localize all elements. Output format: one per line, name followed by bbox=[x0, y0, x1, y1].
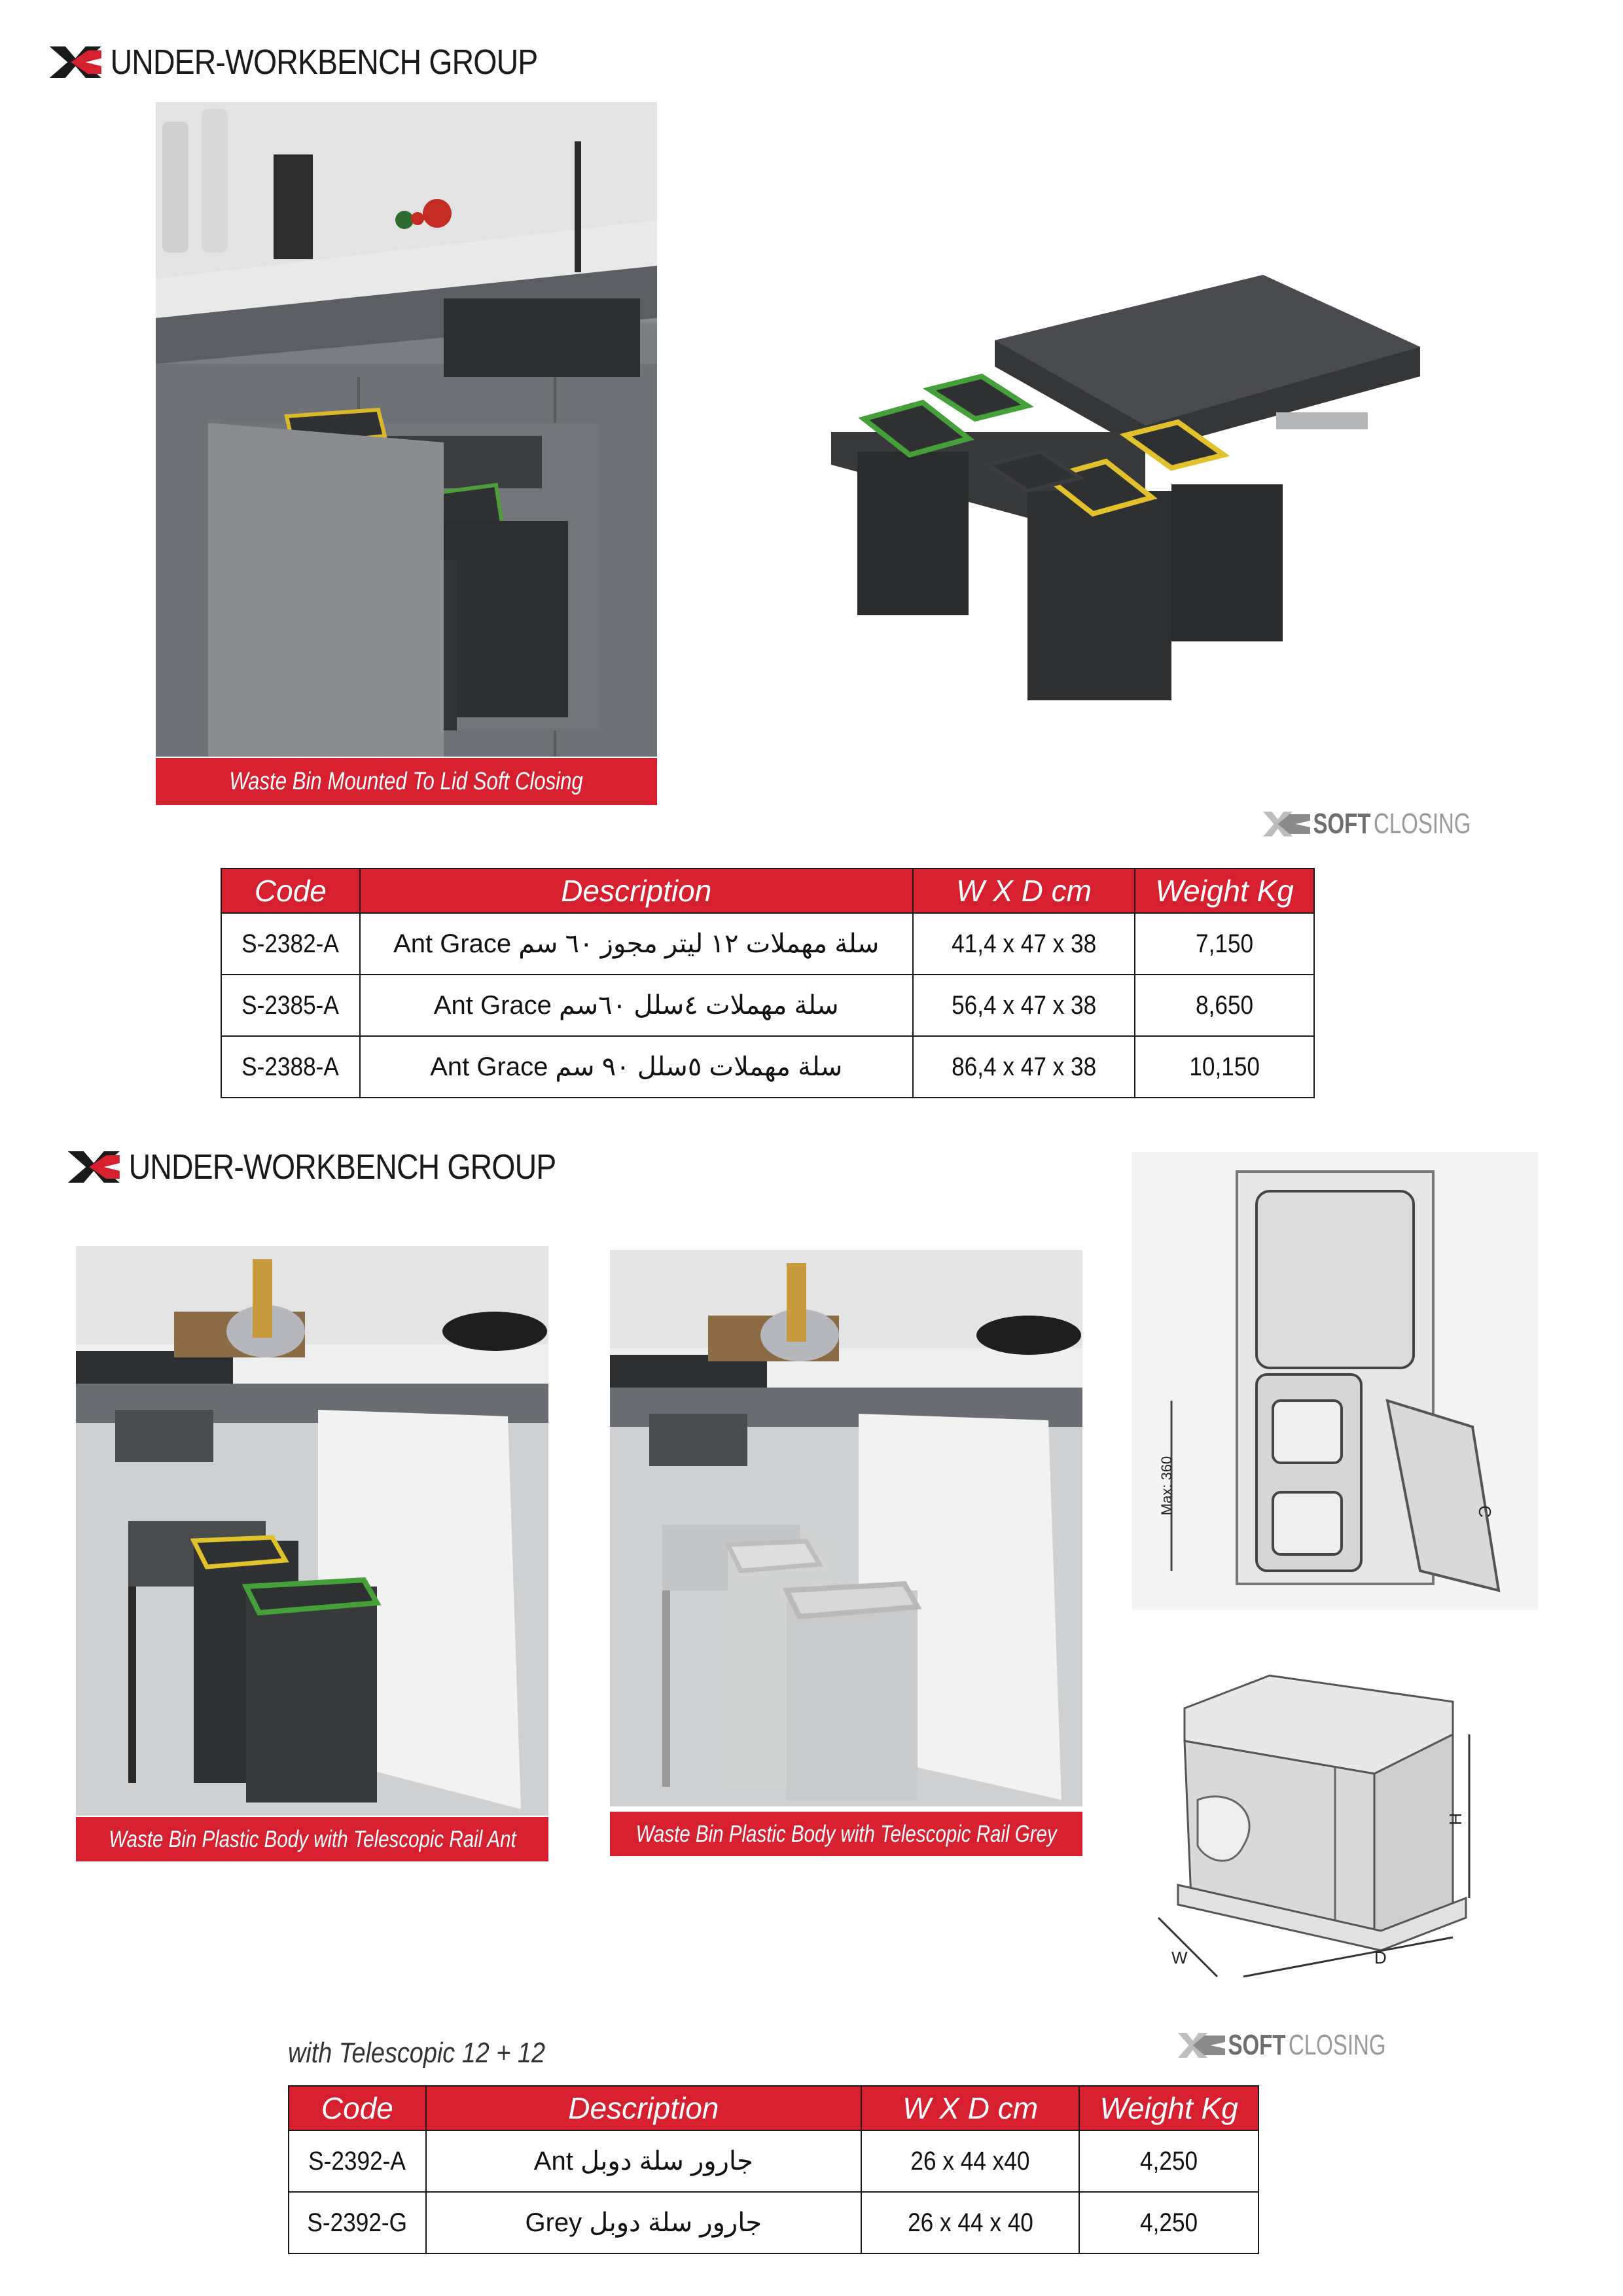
cell-description: سلة مهملات ٥سلل ٩٠ سم Ant Grace bbox=[360, 1036, 913, 1098]
table-row bbox=[221, 1036, 1314, 1098]
caption-lid-bin: Waste Bin Mounted To Lid Soft Closing bbox=[156, 758, 657, 805]
cell-description: جارور سلة دوبل Ant bbox=[426, 2130, 861, 2192]
cell-code: S-2382-A bbox=[221, 913, 360, 975]
section-title-text: UNDER-WORKBENCH GROUP bbox=[110, 43, 538, 82]
table-row bbox=[221, 913, 1314, 975]
soft-closing-logo-icon bbox=[1178, 2030, 1225, 2060]
cell-weight: 4,250 bbox=[1079, 2192, 1258, 2253]
cell-description: سلة مهملات ٤سلل ٦٠سم Ant Grace bbox=[360, 975, 913, 1036]
table-row bbox=[289, 2130, 1258, 2192]
label-h: H bbox=[1446, 1813, 1465, 1825]
technical-drawing-3d bbox=[1113, 1649, 1479, 1996]
cell-weight: 4,250 bbox=[1079, 2130, 1258, 2192]
soft-closing-badge-2: SOFT CLOSING bbox=[1178, 2029, 1386, 2062]
header-code: Code bbox=[289, 2086, 426, 2130]
cell-weight: 10,150 bbox=[1135, 1036, 1314, 1098]
header-size: W X D cm bbox=[861, 2086, 1079, 2130]
soft-closing-badge-1: SOFT CLOSING bbox=[1263, 808, 1471, 840]
cell-weight: 7,150 bbox=[1135, 913, 1314, 975]
cell-size: 26 x 44 x40 bbox=[861, 2130, 1079, 2192]
label-c: C bbox=[1475, 1505, 1495, 1518]
table-row bbox=[289, 2192, 1258, 2253]
label-w: W bbox=[1171, 1948, 1188, 1967]
label-max: Max: 360 bbox=[1158, 1456, 1175, 1516]
cell-size: 56,4 x 47 x 38 bbox=[913, 975, 1135, 1036]
spec-table-2 bbox=[288, 2085, 1259, 2254]
caption-grey: Waste Bin Plastic Body with Telescopic Rail Grey bbox=[610, 1812, 1082, 1856]
cell-code: S-2385-A bbox=[221, 975, 360, 1036]
cell-size: 41,4 x 47 x 38 bbox=[913, 913, 1135, 975]
cell-description: جارور سلة دوبل Grey bbox=[426, 2192, 861, 2253]
header-description: Description bbox=[426, 2086, 861, 2130]
header-weight: Weight Kg bbox=[1135, 869, 1314, 913]
header-weight: Weight Kg bbox=[1079, 2086, 1258, 2130]
cell-code: S-2392-G bbox=[289, 2192, 426, 2253]
section-title-text: UNDER-WORKBENCH GROUP bbox=[128, 1147, 556, 1187]
cell-size: 86,4 x 47 x 38 bbox=[913, 1036, 1135, 1098]
kitchen-photo-ant bbox=[76, 1246, 548, 1816]
cell-code: S-2392-A bbox=[289, 2130, 426, 2192]
spec-table-1 bbox=[221, 868, 1315, 1098]
technical-drawing-top bbox=[1132, 1152, 1538, 1610]
cell-code: S-2388-A bbox=[221, 1036, 360, 1098]
kitchen-photo-grey bbox=[610, 1250, 1082, 1806]
product-render-lid-bin bbox=[831, 268, 1433, 713]
brand-logo-icon bbox=[67, 1149, 121, 1185]
caption-ant: Waste Bin Plastic Body with Telescopic Rail Ant bbox=[76, 1817, 548, 1861]
kitchen-photo-lid-bin bbox=[156, 102, 657, 757]
header-code: Code bbox=[221, 869, 360, 913]
section-title-2 bbox=[67, 1147, 556, 1187]
soft-closing-logo-icon bbox=[1263, 809, 1310, 839]
telescopic-subtitle: with Telescopic 12 + 12 bbox=[288, 2037, 546, 2069]
brand-logo-icon bbox=[48, 44, 103, 81]
table-row bbox=[221, 975, 1314, 1036]
header-description: Description bbox=[360, 869, 913, 913]
cell-description: سلة مهملات ١٢ ليتر مجوز ٦٠ سم Ant Grace bbox=[360, 913, 913, 975]
cell-size: 26 x 44 x 40 bbox=[861, 2192, 1079, 2253]
table-header-row bbox=[289, 2086, 1258, 2130]
header-size: W X D cm bbox=[913, 869, 1135, 913]
table-header-row bbox=[221, 869, 1314, 913]
section-title-1 bbox=[48, 42, 537, 82]
cell-weight: 8,650 bbox=[1135, 975, 1314, 1036]
label-d: D bbox=[1374, 1948, 1387, 1967]
